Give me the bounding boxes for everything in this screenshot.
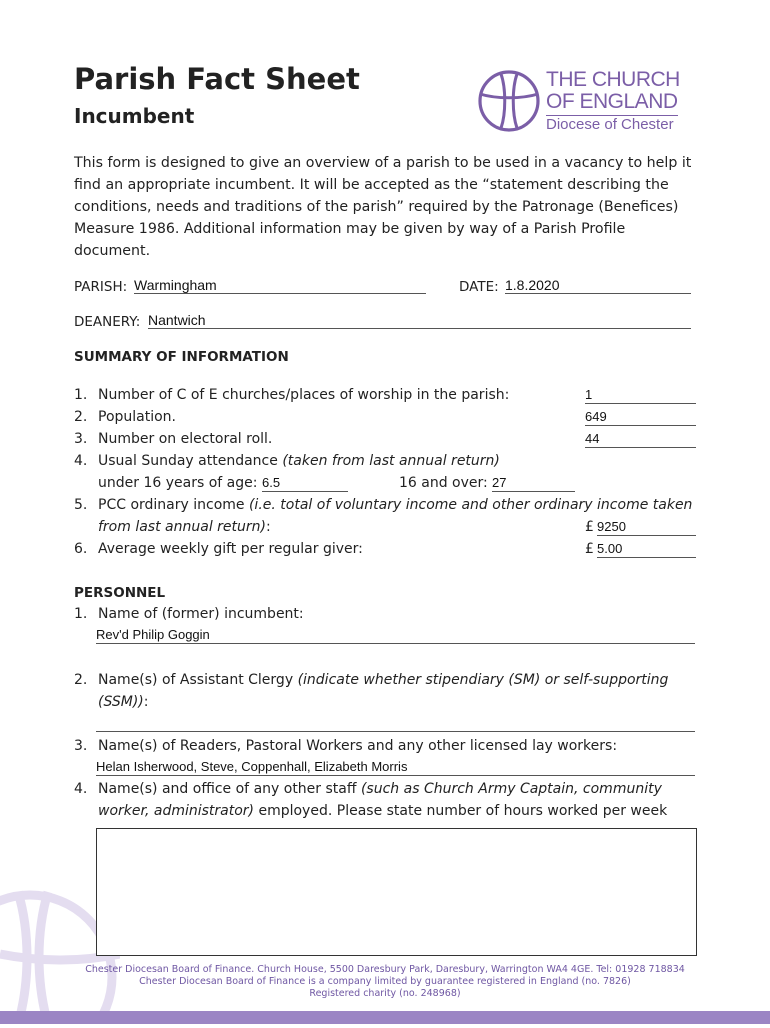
question-note: (such as Church Army Captain, community — [360, 781, 662, 797]
church-of-england-logo — [476, 68, 708, 134]
question-assistant-clergy-cont — [98, 694, 148, 710]
question-weekly-gift — [74, 541, 363, 557]
question-text: Name of (former) incumbent: — [98, 606, 304, 622]
question-number: 1. — [74, 387, 88, 403]
question-number: 5. — [74, 497, 88, 513]
date-label: DATE: — [459, 279, 499, 295]
footer-bar — [0, 1011, 770, 1024]
question-number: 3. — [74, 738, 88, 754]
question-number: 2. — [74, 672, 88, 688]
question-lay-workers — [74, 738, 617, 754]
deanery-field[interactable]: Nantwich — [148, 312, 691, 329]
question-pcc-income — [74, 497, 692, 513]
over16-label: 16 and over: — [399, 475, 488, 491]
parish-field[interactable]: Warmingham — [134, 277, 426, 294]
question-electoral-roll — [74, 431, 272, 447]
incumbent-name-field[interactable]: Rev'd Philip Goggin — [96, 628, 695, 644]
question-number: 1. — [74, 606, 88, 622]
date-field[interactable]: 1.8.2020 — [505, 277, 691, 294]
page-title: Parish Fact Sheet — [74, 62, 360, 96]
logo-diocese-text: Diocese of Chester — [546, 116, 674, 133]
footer-address: Chester Diocesan Board of Finance. Church House, 5500 Daresbury Park, Daresbury, Warrington WA4 4GE. Tel: 01928 718834 — [85, 964, 685, 975]
question-text: Population. — [98, 409, 177, 425]
currency-symbol: £ — [585, 519, 594, 535]
question-text: employed. Please state number of hours worked per week — [258, 803, 668, 819]
question-incumbent-name — [74, 606, 304, 622]
parish-label: PARISH: — [74, 279, 128, 295]
question-pcc-income-cont — [98, 519, 271, 535]
under16-field[interactable]: 6.5 — [262, 476, 348, 492]
question-text: Name(s) of Assistant Clergy — [98, 672, 294, 688]
summary-heading: SUMMARY OF INFORMATION — [74, 349, 289, 365]
logo-text-line2: OF ENGLAND — [546, 90, 678, 116]
colon: : — [265, 519, 271, 535]
question-number: 6. — [74, 541, 88, 557]
currency-symbol: £ — [585, 541, 594, 557]
question-note: (indicate whether stipendiary (SM) or self-supporting — [297, 672, 669, 688]
footer-company: Chester Diocesan Board of Finance is a company limited by guarantee registered in England (no. 7826) — [139, 976, 631, 987]
electoral-roll-field[interactable]: 44 — [585, 432, 696, 448]
footer — [0, 964, 770, 1000]
question-text: PCC ordinary income — [98, 497, 245, 513]
question-text: Number of C of E churches/places of worship in the parish: — [98, 387, 510, 403]
footer-charity: Registered charity (no. 248968) — [309, 988, 461, 999]
question-text: Usual Sunday attendance — [98, 453, 278, 469]
pcc-income-field[interactable]: 9250 — [597, 520, 696, 536]
deanery-label: DEANERY: — [74, 314, 141, 330]
lay-workers-field[interactable]: Helan Isherwood, Steve, Coppenhall, Elizabeth Morris — [96, 760, 695, 776]
over16-field[interactable]: 27 — [492, 476, 575, 492]
page-subtitle: Incumbent — [74, 104, 195, 128]
question-churches — [74, 387, 509, 403]
cross-circle-logo-icon — [476, 68, 542, 134]
weekly-gift-field[interactable]: 5.00 — [597, 542, 696, 558]
logo-text-line1: THE CHURCH — [546, 68, 680, 91]
question-number: 3. — [74, 431, 88, 447]
personnel-heading: PERSONNEL — [74, 585, 166, 601]
churches-count-field[interactable]: 1 — [585, 388, 696, 404]
other-staff-textarea[interactable] — [96, 828, 697, 956]
question-attendance — [74, 453, 500, 469]
question-text: Average weekly gift per regular giver: — [98, 541, 363, 557]
question-text: Name(s) and office of any other staff — [98, 781, 357, 797]
colon: : — [143, 694, 149, 710]
question-population — [74, 409, 176, 425]
question-note: (taken from last annual return) — [282, 453, 500, 469]
question-other-staff-cont — [98, 803, 667, 819]
question-other-staff — [74, 781, 662, 797]
question-note: worker, administrator) — [98, 803, 255, 819]
question-note: (i.e. total of voluntary income and other ordinary income taken — [248, 497, 693, 513]
question-assistant-clergy — [74, 672, 668, 688]
question-text: Name(s) of Readers, Pastoral Workers and any other licensed lay workers: — [98, 738, 618, 754]
intro-paragraph: This form is designed to give an overview of a parish to be used in a vacancy to help it find an appropriate incumbent. It will be accepted as the “statement describing the conditions, needs and traditions of the parish” required by the Patronage (Benefices) Measure 1986. Additional information may be given by way of a Parish Profile document. — [74, 155, 692, 259]
assistant-clergy-field[interactable] — [96, 716, 695, 732]
question-number: 2. — [74, 409, 88, 425]
question-number: 4. — [74, 453, 88, 469]
question-note: from last annual return) — [98, 519, 266, 535]
under16-label: under 16 years of age: — [98, 475, 258, 491]
question-number: 4. — [74, 781, 88, 797]
population-field[interactable]: 649 — [585, 410, 696, 426]
question-note: (SSM)) — [98, 694, 144, 710]
question-text: Number on electoral roll. — [98, 431, 273, 447]
